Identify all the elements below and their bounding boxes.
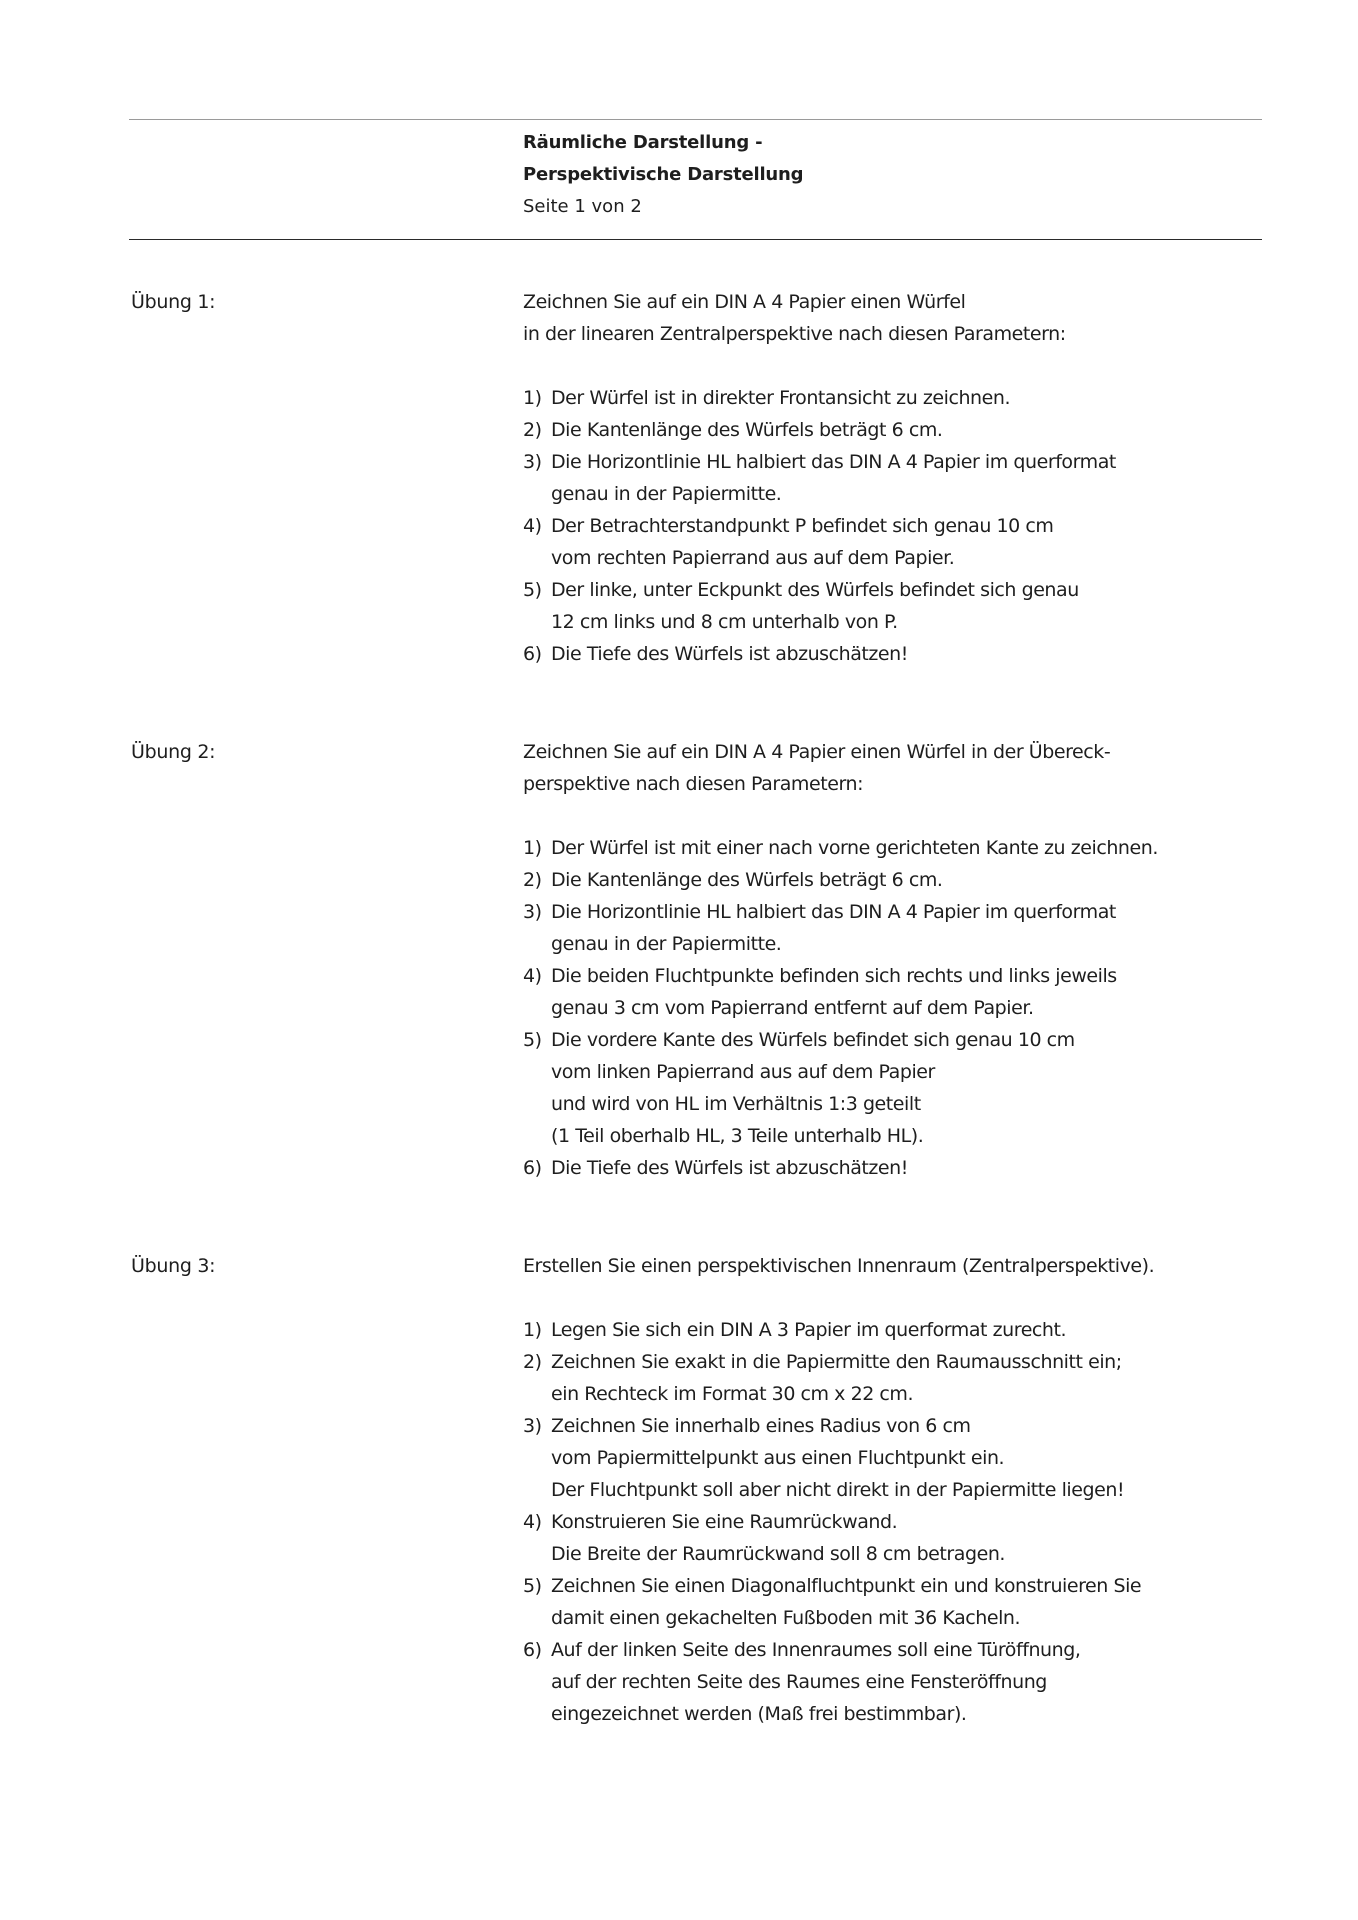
parameter-item <box>523 896 1323 960</box>
parameter-item-text: Zeichnen Sie einen Diagonalfluchtpunkt ein und konstruieren Sie <box>551 1575 1142 1597</box>
parameter-item-line <box>523 1410 1323 1442</box>
parameter-item <box>523 1634 1323 1730</box>
parameter-item <box>523 1506 1323 1570</box>
parameter-item-text: Die Horizontlinie HL halbiert das DIN A 4 Papier im querformat <box>551 901 1116 923</box>
parameter-item-line <box>523 574 1323 606</box>
parameter-item-number: 4) <box>523 965 542 987</box>
parameter-item-text: Zeichnen Sie innerhalb eines Radius von 6 cm <box>551 1415 971 1437</box>
exercise-label: Übung 3: <box>131 1255 216 1277</box>
document-header <box>523 127 803 223</box>
parameter-item-text: Der Betrachterstandpunkt P befindet sich genau 10 cm <box>551 515 1054 537</box>
exercise-intro-line: Erstellen Sie einen perspektivischen Innenraum (Zentralperspektive). <box>523 1255 1155 1277</box>
parameter-item <box>523 414 1323 446</box>
exercise-intro-line: Zeichnen Sie auf ein DIN A 4 Papier einen Würfel in der Übereck- <box>523 741 1111 763</box>
parameter-item-line <box>523 864 1323 896</box>
exercise-intro-line: Zeichnen Sie auf ein DIN A 4 Papier einen Würfel <box>523 291 966 313</box>
parameter-item-line <box>523 510 1323 542</box>
parameter-item-text: Der linke, unter Eckpunkt des Würfels befindet sich genau <box>551 579 1079 601</box>
parameter-item-continuation: Der Fluchtpunkt soll aber nicht direkt in der Papiermitte liegen! <box>551 1479 1125 1501</box>
parameter-item <box>523 960 1323 1024</box>
parameter-item-line <box>523 1152 1323 1184</box>
parameter-item-line <box>523 446 1323 478</box>
parameter-item-continuation: vom linken Papierrand aus auf dem Papier <box>551 1061 935 1083</box>
exercise-body <box>523 1250 1323 1730</box>
parameter-item <box>523 1152 1323 1184</box>
parameter-item-text: Der Würfel ist in direkter Frontansicht zu zeichnen. <box>551 387 1011 409</box>
parameter-item-continuation: genau in der Papiermitte. <box>551 933 782 955</box>
parameter-item-continuation: (1 Teil oberhalb HL, 3 Teile unterhalb HL). <box>551 1125 924 1147</box>
parameter-item-continuation: ein Rechteck im Format 30 cm x 22 cm. <box>551 1383 914 1405</box>
parameter-item-line <box>523 960 1323 992</box>
parameter-item <box>523 1024 1323 1152</box>
parameter-item <box>523 638 1323 670</box>
parameter-item-number: 2) <box>523 1351 542 1373</box>
parameter-item-continuation: eingezeichnet werden (Maß frei bestimmbar). <box>551 1703 967 1725</box>
parameter-item <box>523 864 1323 896</box>
parameter-item-line <box>523 1506 1323 1538</box>
parameter-item-text: Der Würfel ist mit einer nach vorne gerichteten Kante zu zeichnen. <box>551 837 1158 859</box>
parameter-item-line <box>523 1570 1323 1602</box>
parameter-item <box>523 382 1323 414</box>
parameter-item-text: Die beiden Fluchtpunkte befinden sich rechts und links jeweils <box>551 965 1117 987</box>
parameter-item-line <box>523 638 1323 670</box>
page-indicator: Seite 1 von 2 <box>523 196 642 217</box>
parameter-item <box>523 1410 1323 1506</box>
exercise-label: Übung 1: <box>131 291 216 313</box>
parameter-item-number: 1) <box>523 837 542 859</box>
parameter-item-number: 4) <box>523 515 542 537</box>
parameter-item-text: Zeichnen Sie exakt in die Papiermitte den Raumausschnitt ein; <box>551 1351 1122 1373</box>
parameter-item-number: 5) <box>523 1029 542 1051</box>
parameter-item-number: 5) <box>523 1575 542 1597</box>
header-bottom-rule <box>129 239 1262 240</box>
parameter-list <box>523 832 1323 1184</box>
parameter-item-text: Die Kantenlänge des Würfels beträgt 6 cm. <box>551 419 943 441</box>
parameter-item-number: 2) <box>523 869 542 891</box>
parameter-item-continuation: 12 cm links und 8 cm unterhalb von P. <box>551 611 898 633</box>
parameter-item-line <box>523 1634 1323 1666</box>
parameter-item-continuation: genau 3 cm vom Papierrand entfernt auf dem Papier. <box>551 997 1034 1019</box>
parameter-item-number: 5) <box>523 579 542 601</box>
parameter-item-line <box>523 832 1323 864</box>
parameter-item-number: 6) <box>523 1157 542 1179</box>
parameter-item-line <box>523 1314 1323 1346</box>
parameter-item-text: Legen Sie sich ein DIN A 3 Papier im querformat zurecht. <box>551 1319 1067 1341</box>
parameter-item-number: 1) <box>523 1319 542 1341</box>
parameter-item-text: Die Horizontlinie HL halbiert das DIN A 4 Papier im querformat <box>551 451 1116 473</box>
parameter-list <box>523 1314 1323 1730</box>
parameter-item-line <box>523 382 1323 414</box>
parameter-item-text: Auf der linken Seite des Innenraumes soll eine Türöffnung, <box>551 1639 1081 1661</box>
document-title-line-1: Räumliche Darstellung - <box>523 132 763 153</box>
parameter-item <box>523 510 1323 574</box>
parameter-item-text: Die vordere Kante des Würfels befindet sich genau 10 cm <box>551 1029 1075 1051</box>
parameter-list <box>523 382 1323 670</box>
exercise-label: Übung 2: <box>131 741 216 763</box>
parameter-item-continuation: damit einen gekachelten Fußboden mit 36 Kacheln. <box>551 1607 1021 1629</box>
parameter-item-text: Konstruieren Sie eine Raumrückwand. <box>551 1511 898 1533</box>
parameter-item-text: Die Tiefe des Würfels ist abzuschätzen! <box>551 643 908 665</box>
parameter-item-continuation: vom rechten Papierrand aus auf dem Papier. <box>551 547 955 569</box>
parameter-item <box>523 832 1323 864</box>
parameter-item <box>523 1346 1323 1410</box>
parameter-item <box>523 1314 1323 1346</box>
parameter-item <box>523 1570 1323 1634</box>
parameter-item-line <box>523 414 1323 446</box>
parameter-item <box>523 574 1323 638</box>
parameter-item-number: 6) <box>523 1639 542 1661</box>
parameter-item-number: 6) <box>523 643 542 665</box>
exercise-body <box>523 286 1323 670</box>
header-top-rule <box>129 119 1262 120</box>
parameter-item-text: Die Kantenlänge des Würfels beträgt 6 cm. <box>551 869 943 891</box>
parameter-item-number: 4) <box>523 1511 542 1533</box>
parameter-item-line <box>523 896 1323 928</box>
document-title-line-2: Perspektivische Darstellung <box>523 164 804 185</box>
parameter-item <box>523 446 1323 510</box>
exercise-intro-line: in der linearen Zentralperspektive nach diesen Parametern: <box>523 323 1066 345</box>
parameter-item-number: 3) <box>523 451 542 473</box>
parameter-item-number: 2) <box>523 419 542 441</box>
parameter-item-text: Die Tiefe des Würfels ist abzuschätzen! <box>551 1157 908 1179</box>
parameter-item-line <box>523 1024 1323 1056</box>
parameter-item-number: 3) <box>523 1415 542 1437</box>
parameter-item-number: 3) <box>523 901 542 923</box>
parameter-item-continuation: auf der rechten Seite des Raumes eine Fensteröffnung <box>551 1671 1047 1693</box>
parameter-item-continuation: genau in der Papiermitte. <box>551 483 782 505</box>
exercise-intro-line: perspektive nach diesen Parametern: <box>523 773 864 795</box>
parameter-item-continuation: Die Breite der Raumrückwand soll 8 cm betragen. <box>551 1543 1005 1565</box>
parameter-item-continuation: vom Papiermittelpunkt aus einen Fluchtpunkt ein. <box>551 1447 1005 1469</box>
exercise-body <box>523 736 1323 1184</box>
parameter-item-continuation: und wird von HL im Verhältnis 1:3 geteilt <box>551 1093 921 1115</box>
parameter-item-line <box>523 1346 1323 1378</box>
parameter-item-number: 1) <box>523 387 542 409</box>
